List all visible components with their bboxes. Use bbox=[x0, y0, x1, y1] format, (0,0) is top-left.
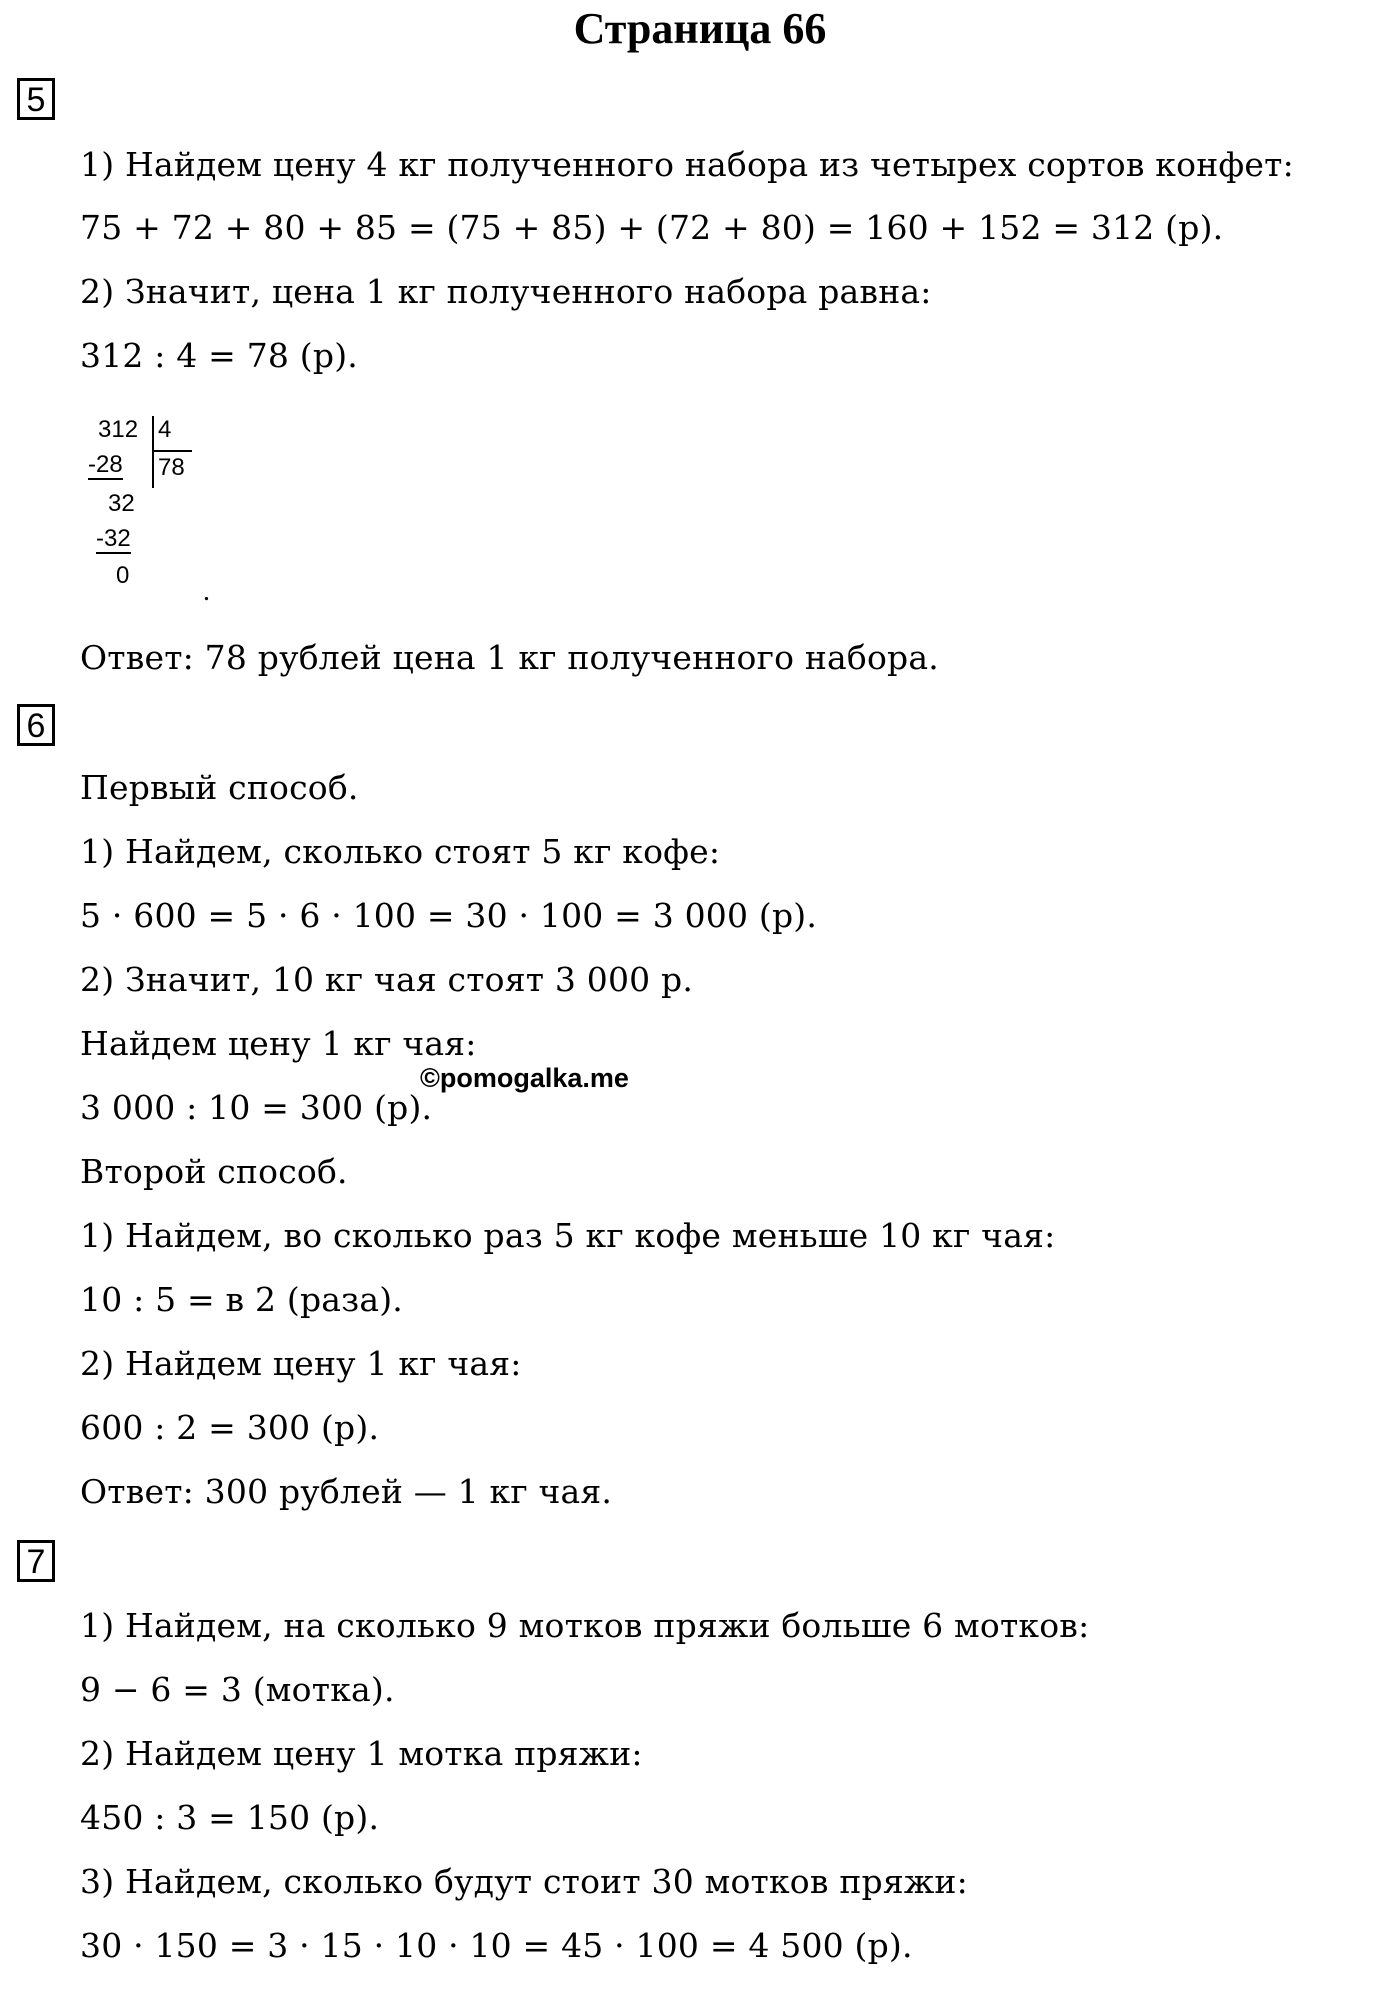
trailing-dot: . bbox=[203, 576, 210, 607]
task5-answer: Ответ: 78 рублей цена 1 кг полученного набора. bbox=[80, 638, 939, 677]
task6-line-11: 600 : 2 = 300 (р). bbox=[80, 1408, 380, 1447]
task6-line-9: 10 : 5 = в 2 (раза). bbox=[80, 1280, 403, 1319]
task-number-6: 6 bbox=[17, 704, 55, 746]
division-step1-subtract: -28 bbox=[88, 451, 123, 478]
page-title: Страница 66 bbox=[573, 4, 827, 53]
task7-line-3: 2) Найдем цену 1 мотка пряжи: bbox=[80, 1734, 643, 1773]
task-number-5: 5 bbox=[17, 78, 55, 120]
task6-line-10: 2) Найдем цену 1 кг чая: bbox=[80, 1344, 522, 1383]
task5-line-4: 312 : 4 = 78 (р). bbox=[80, 336, 358, 375]
division-horizontal-bar bbox=[152, 450, 192, 452]
task7-line-1: 1) Найдем, на сколько 9 мотков пряжи больше 6 мотков: bbox=[80, 1606, 1090, 1645]
task5-line-1: 1) Найдем цену 4 кг полученного набора из четырех сортов конфет: bbox=[80, 145, 1294, 184]
task6-answer: Ответ: 300 рублей — 1 кг чая. bbox=[80, 1472, 613, 1511]
division-remainder1: 32 bbox=[108, 490, 135, 517]
task6-line-7: Второй способ. bbox=[80, 1152, 348, 1191]
task6-line-5: Найдем цену 1 кг чая: bbox=[80, 1024, 477, 1063]
task6-line-1: Первый способ. bbox=[80, 768, 359, 807]
task6-line-6: 3 000 : 10 = 300 (р). bbox=[80, 1088, 433, 1127]
task6-line-2: 1) Найдем, сколько стоят 5 кг кофе: bbox=[80, 832, 721, 871]
task5-line-2: 75 + 72 + 80 + 85 = (75 + 85) + (72 + 80) = 160 + 152 = 312 (р). bbox=[80, 208, 1224, 247]
long-division bbox=[86, 414, 206, 604]
task7-line-6: 30 · 150 = 3 · 15 · 10 · 10 = 45 · 100 = 4 500 (р). bbox=[80, 1926, 913, 1965]
division-vertical-bar bbox=[152, 416, 154, 488]
watermark: ©pomogalka.me bbox=[420, 1063, 629, 1093]
task7-line-2: 9 − 6 = 3 (мотка). bbox=[80, 1670, 395, 1709]
task6-line-4: 2) Значит, 10 кг чая стоят 3 000 р. bbox=[80, 960, 694, 999]
division-dividend: 312 bbox=[98, 416, 139, 443]
task7-line-5: 3) Найдем, сколько будут стоит 30 мотков пряжи: bbox=[80, 1862, 968, 1901]
division-quotient: 78 bbox=[158, 454, 185, 481]
task7-line-4: 450 : 3 = 150 (р). bbox=[80, 1798, 380, 1837]
task-number-7: 7 bbox=[17, 1540, 55, 1582]
division-result: 0 bbox=[116, 562, 130, 589]
division-step2-subtract: -32 bbox=[96, 525, 131, 552]
task5-line-3: 2) Значит, цена 1 кг полученного набора равна: bbox=[80, 272, 932, 311]
task6-line-8: 1) Найдем, во сколько раз 5 кг кофе меньше 10 кг чая: bbox=[80, 1216, 1056, 1255]
task6-line-3: 5 · 600 = 5 · 6 · 100 = 30 · 100 = 3 000 (р). bbox=[80, 896, 818, 935]
division-divisor: 4 bbox=[158, 416, 172, 443]
